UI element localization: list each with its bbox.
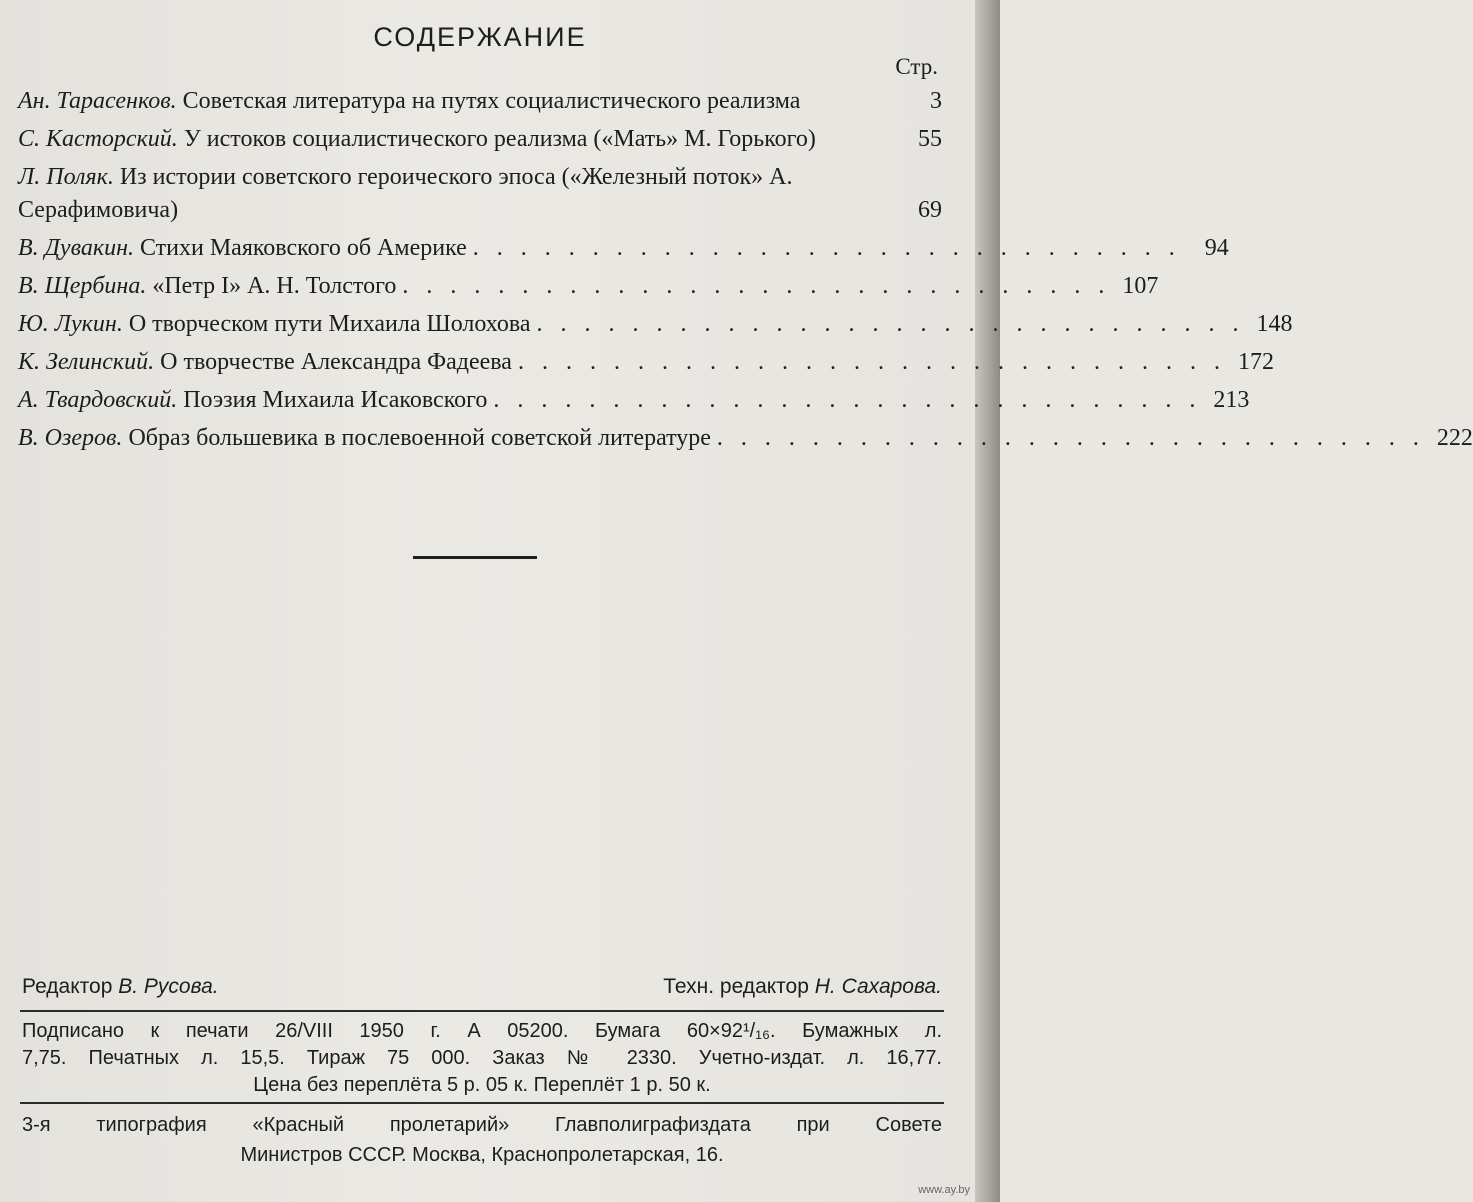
page-edge-shadow: [975, 0, 1000, 1202]
editor-name: В. Русова.: [118, 975, 219, 998]
toc-page-number: 69: [918, 197, 942, 223]
imprint-price-line: Цена без переплёта 5 р. 05 к. Переплёт 1 р. 50 к.: [253, 1074, 711, 1096]
contents-heading: СОДЕРЖАНИЕ: [373, 22, 587, 52]
toc-title: Советская литература на путях социалистического реализма: [182, 88, 801, 114]
toc-leader-dots: . . . . . . . . . . . . . . . . . . . . . . . . . . . . . .: [402, 273, 1111, 299]
toc-entry: [18, 308, 1293, 341]
toc-entry-text: [18, 232, 467, 265]
toc-page-number: 55: [918, 126, 942, 152]
toc-leader-dots: . . . . . . . . . . . . . . . . . . . . . . . . . . . . . .: [472, 235, 1181, 261]
imprint-line: 7,75. Печатных л. 15,5. Тираж 75 000. Заказ № 2330. Учетно-издат. л. 16,77.: [22, 1047, 942, 1069]
toc-title: У истоков социалистического реализма («Мать» М. Горького): [183, 126, 816, 152]
toc-entry-text: [18, 123, 894, 156]
toc-author: С. Касторский.: [18, 126, 178, 152]
toc-entry-text: [18, 270, 396, 303]
tech-editor-name: Н. Сахарова.: [814, 975, 942, 998]
toc-page-number: 3: [930, 88, 942, 114]
page-column-label: Стр.: [895, 54, 938, 79]
toc-entry: [18, 161, 942, 227]
site-watermark: www.ay.by: [918, 1184, 970, 1196]
editor-label: Редактор: [22, 975, 113, 998]
toc-title: Стихи Маяковского об Америке: [139, 235, 467, 261]
printer-info: [22, 1110, 942, 1170]
tech-editor-credit: [663, 975, 942, 999]
toc-entry: [18, 384, 1250, 417]
toc-page-number: 94: [1204, 235, 1229, 261]
toc-author: А. Твардовский.: [18, 387, 178, 413]
toc-entry: [18, 123, 942, 156]
toc-entry-text: [18, 161, 894, 227]
printer-line: Министров СССР. Москва, Краснопролетарская, 16.: [240, 1144, 724, 1166]
toc-leader-dots: . . . . . . . . . . . . . . . . . . . . . . . . . . . . . .: [493, 387, 1202, 413]
toc-entry-text: [18, 422, 711, 455]
toc-entry: [18, 232, 1229, 265]
toc-author: К. Зелинский.: [18, 349, 155, 375]
imprint-top-rule: [20, 1010, 944, 1012]
toc-entry: [18, 422, 1473, 455]
toc-author: Ю. Лукин.: [18, 311, 123, 337]
editor-credits: [22, 975, 942, 1005]
toc-title: «Петр I» А. Н. Толстого: [152, 273, 397, 299]
tech-editor-label: Техн. редактор: [663, 975, 809, 998]
publication-imprint: [22, 1018, 942, 1099]
toc-title: Поэзия Михаила Исаковского: [183, 387, 488, 413]
toc-page-number: 222: [1436, 425, 1473, 451]
toc-entry-text: [18, 346, 512, 379]
toc-title: Из истории советского героического эпоса («Железный поток» А. Серафимовича): [18, 164, 793, 223]
toc-title: О творческом пути Михаила Шолохова: [128, 311, 531, 337]
toc-entry-text: [18, 308, 531, 341]
toc-page-number: 148: [1256, 311, 1293, 337]
toc-entry: [18, 85, 942, 118]
toc-leader-dots: . . . . . . . . . . . . . . . . . . . . . . . . . . . . . .: [716, 425, 1425, 451]
toc-entry: [18, 346, 1274, 379]
section-divider: [413, 556, 537, 559]
toc-author: В. Озеров.: [18, 425, 123, 451]
toc-title: Образ большевика в послевоенной советской литературе: [128, 425, 711, 451]
editor-credit: [22, 975, 219, 999]
toc-page-number: 213: [1213, 387, 1250, 413]
imprint-line: Подписано к печати 26/VIII 1950 г. А 05200. Бумага 60×92¹/₁₆. Бумажных л.: [22, 1020, 942, 1042]
toc-author: В. Щербина.: [18, 273, 147, 299]
toc-author: Л. Поляк.: [18, 164, 114, 190]
toc-author: В. Дувакин.: [18, 235, 134, 261]
toc-leader-dots: . . . . . . . . . . . . . . . . . . . . . . . . . . . . . .: [517, 349, 1226, 375]
printer-line: 3-я типография «Красный пролетарий» Главполиграфиздата при Совете: [22, 1114, 942, 1136]
toc-page-number: 107: [1122, 273, 1159, 299]
toc-page-number: 172: [1237, 349, 1274, 375]
toc-title: О творчестве Александра Фадеева: [160, 349, 512, 375]
toc-entry: [18, 270, 1159, 303]
table-of-contents: [18, 85, 1473, 460]
toc-entry-text: [18, 85, 894, 118]
toc-entry-text: [18, 384, 487, 417]
toc-leader-dots: . . . . . . . . . . . . . . . . . . . . . . . . . . . . . .: [536, 311, 1245, 337]
toc-author: Ан. Тарасенков.: [18, 88, 177, 114]
printer-top-rule: [20, 1102, 944, 1104]
